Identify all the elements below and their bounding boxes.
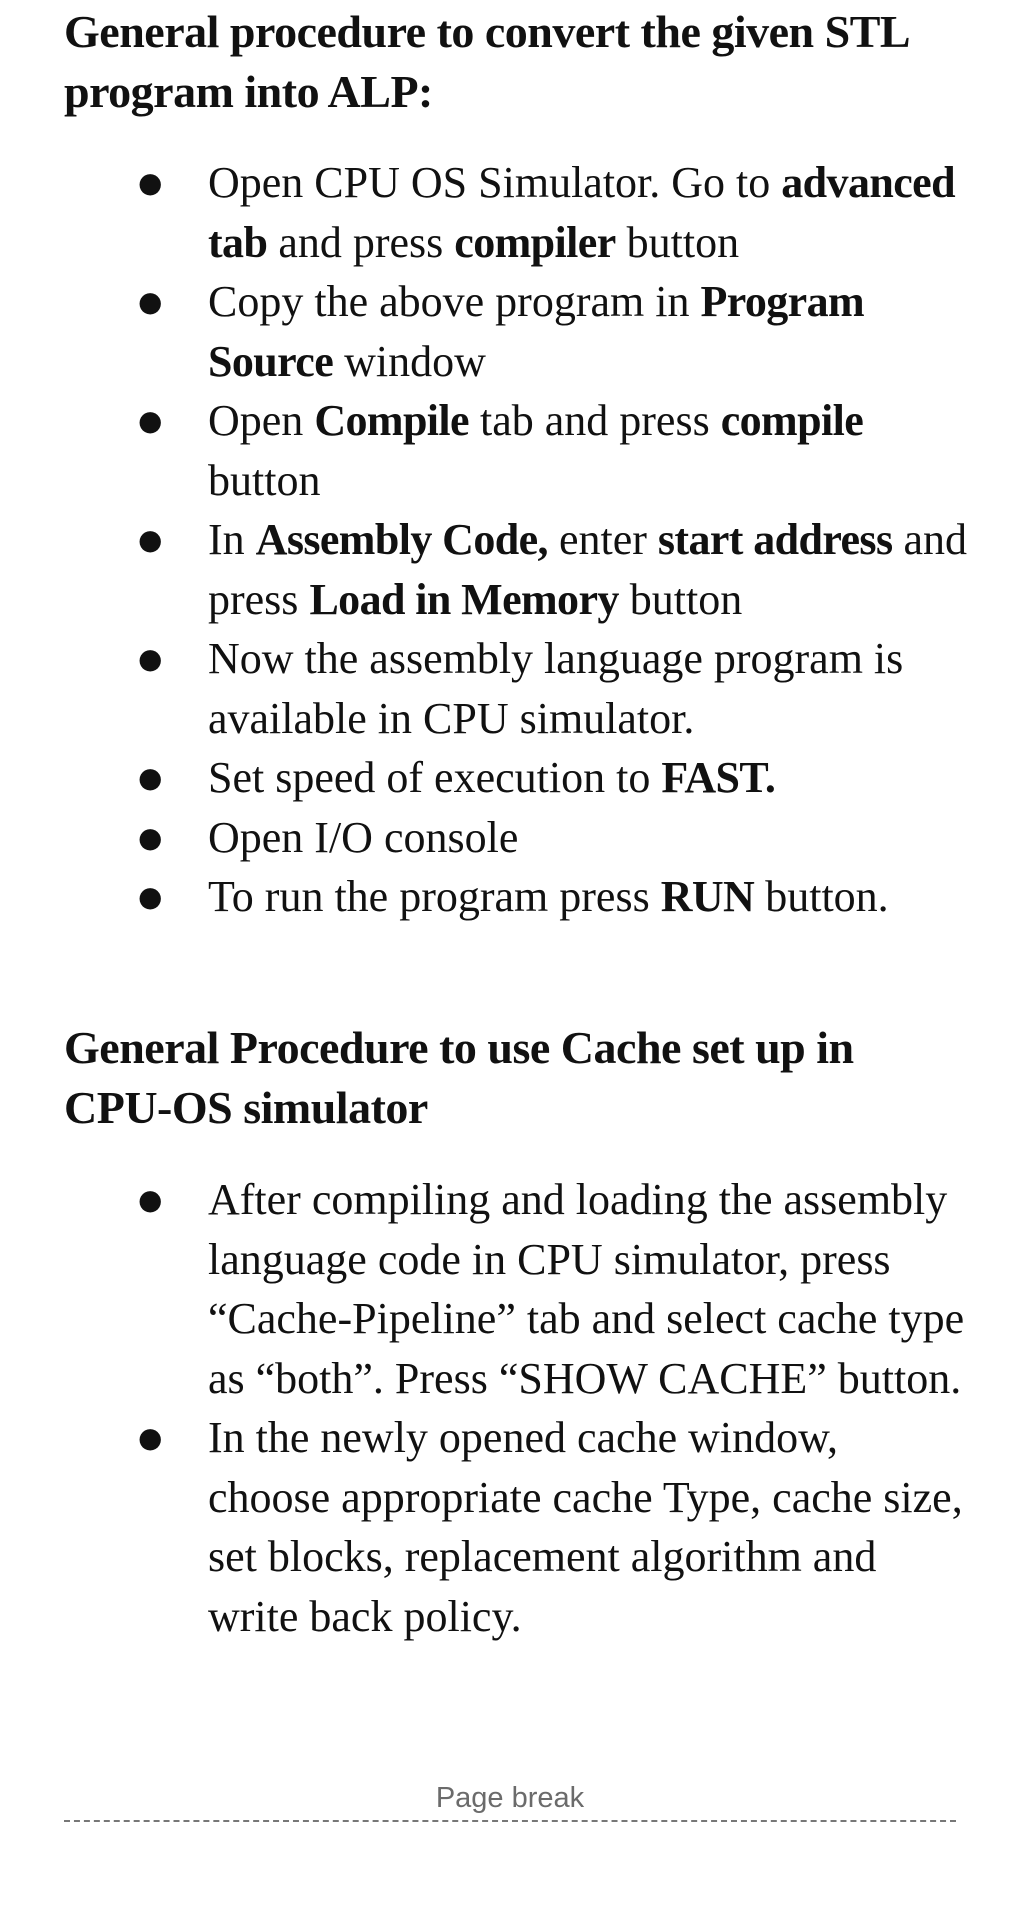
- item-text: Set speed of execution to: [208, 753, 662, 802]
- section-heading-stl-to-alp: General procedure to convert the given STL program into ALP:: [64, 6, 908, 117]
- item-text: In the newly opened cache window, choose appropriate cache Type, cache size, set blocks, replacement algorithm and write back policy.: [208, 1413, 963, 1641]
- list-item: [0, 510, 968, 629]
- item-text: Open CPU OS Simulator. Go to: [208, 158, 782, 207]
- bullet-icon: ●: [138, 820, 163, 854]
- item-text: and press: [208, 515, 968, 624]
- item-text: and press: [267, 217, 455, 267]
- list-item: [0, 1170, 968, 1408]
- list-item: [0, 808, 968, 868]
- item-text: To run the program press: [208, 872, 661, 921]
- item-text: In: [208, 515, 256, 564]
- item-bold-text: RUN: [660, 872, 755, 921]
- page-break-label: Page break: [435, 1782, 585, 1814]
- list-item: [0, 629, 968, 748]
- item-bold-text: FAST.: [661, 753, 776, 802]
- item-text: Copy the above program in: [208, 277, 701, 326]
- item-text: Open I/O console: [208, 812, 519, 862]
- item-text: Now the assembly language program is available in CPU simulator.: [208, 634, 904, 743]
- item-text: window: [333, 336, 486, 386]
- item-bold-text: Program Source: [208, 277, 865, 386]
- list-item: [0, 391, 968, 510]
- section-heading-cache-setup: General Procedure to use Cache set up in CPU-OS simulator: [64, 1022, 854, 1133]
- bullet-icon: ●: [138, 1183, 163, 1216]
- bullet-icon: ●: [138, 642, 163, 675]
- list-item: [0, 1408, 968, 1646]
- bullet-icon: ●: [138, 761, 163, 794]
- bullet-icon: ●: [138, 880, 163, 913]
- bullet-icon: ●: [138, 285, 163, 318]
- item-bold-text: advanced tab: [208, 158, 955, 267]
- item-bold-text: Compile: [314, 396, 469, 445]
- item-text: tab and press: [469, 396, 721, 445]
- item-text: button: [618, 574, 743, 624]
- cache-setup-steps-list: [0, 1170, 1030, 1646]
- item-text: enter: [547, 515, 658, 564]
- page-break-dashed-line: [64, 1820, 956, 1822]
- item-text: button: [615, 217, 740, 267]
- list-item: [0, 748, 968, 808]
- bullet-icon: ●: [138, 523, 163, 556]
- page-break: [64, 1780, 956, 1830]
- item-text: After compiling and loading the assembly language code in CPU simulator, press “Cache-Pipeline” tab and select cache type as “both”. Press “SHOW CACHE” button.: [208, 1175, 965, 1403]
- item-text: button: [208, 455, 321, 505]
- list-item: [0, 272, 968, 391]
- item-bold-text: Load in Memory: [309, 574, 619, 624]
- item-bold-text: compile: [720, 396, 864, 445]
- item-text: Open: [208, 396, 315, 445]
- stl-to-alp-steps-list: [0, 153, 1030, 927]
- bullet-icon: ●: [138, 404, 163, 437]
- bullet-icon: ●: [138, 166, 163, 199]
- item-bold-text: start address: [657, 515, 893, 564]
- bullet-icon: ●: [138, 1421, 163, 1454]
- list-item: [0, 867, 968, 927]
- item-text: button.: [754, 872, 889, 921]
- list-item: [0, 153, 968, 272]
- item-bold-text: compiler: [454, 217, 616, 267]
- item-bold-text: Assembly Code,: [255, 515, 548, 564]
